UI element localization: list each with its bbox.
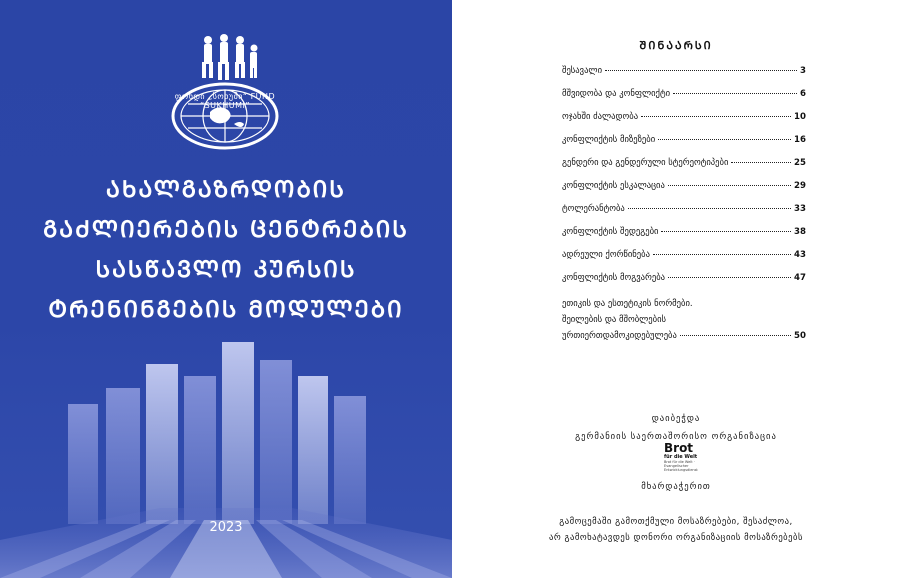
cover-title-line-3: ᲡᲐᲡᲬᲐᲕᲚᲝ ᲙᲣᲠᲡᲘᲡ [95, 257, 357, 283]
supporter-label: მხარდაჭერით [641, 482, 711, 492]
toc-leader [668, 276, 791, 278]
toc-item-page: 50 [794, 331, 806, 341]
toc-item-page: 16 [794, 135, 806, 145]
toc-leader [661, 230, 791, 232]
toc-item-title: გენდერი და გენდერული სტერეოტიპები [562, 158, 729, 168]
toc-item-page: 47 [794, 273, 806, 283]
toc-item-page: 33 [794, 204, 806, 214]
toc-item[interactable] [562, 204, 806, 227]
brot-logo-main: Brot [664, 441, 694, 455]
toc-item-title: ტოლერანტობა [562, 204, 625, 214]
toc-item[interactable] [562, 227, 806, 250]
toc-item[interactable] [562, 112, 806, 135]
toc-item-page: 38 [794, 227, 806, 237]
disclaimer [452, 514, 900, 546]
toc-item[interactable] [562, 181, 806, 204]
cover-bars-graphic [0, 330, 452, 578]
disclaimer-line-2: არ გამოხატავდეს დონორი ორგანიზაციის მოსაზრებებს [549, 533, 803, 543]
toc-item-title: ურთიერთდამოკიდებულება [562, 331, 677, 341]
toc-leader [658, 138, 791, 140]
toc-item[interactable] [562, 135, 806, 158]
toc-item[interactable] [562, 89, 806, 112]
toc-leader [680, 334, 791, 336]
toc-item-line: ეთიკის და ესთეტიკის ნორმები. [562, 299, 693, 309]
toc-item[interactable] [562, 158, 806, 181]
toc-item-title: კონფლიქტის მოგვარება [562, 273, 666, 283]
toc-leader [653, 253, 791, 255]
toc-item-line: შეილების და მშობლების [562, 315, 667, 325]
toc-leader [641, 115, 791, 117]
toc-leader [731, 161, 791, 163]
toc-item-page: 29 [794, 181, 806, 191]
toc-item[interactable] [562, 250, 806, 273]
toc-leader [668, 184, 791, 186]
toc-item-title: კონფლიქტის მიზეზები [562, 135, 656, 145]
brot-logo-fine: Brot für die Welt · Evangelischer Entwicklungsdienst [664, 460, 698, 472]
toc-item-page: 10 [794, 112, 806, 122]
toc-item-title: ოჯახში ძალადობა [562, 112, 639, 122]
toc-item-title: კონფლიქტის შედეგები [562, 227, 659, 237]
toc-item-title: კონფლიქტის ესკალაცია [562, 181, 665, 191]
toc-item-title: ადრეული ქორწინება [562, 250, 650, 260]
brot-logo-sub: für die Welt [664, 454, 698, 460]
toc-item-title: შესავალი [562, 66, 603, 76]
cover-year: 2023 [209, 520, 243, 535]
toc-item[interactable] [562, 66, 806, 89]
toc-item-last-line [562, 328, 806, 344]
logo-caption: ფონდი „სოხუმი“ FUND “SUKHUMI” [174, 92, 276, 110]
toc-item-multiline[interactable] [562, 296, 806, 344]
toc-item-page: 25 [794, 158, 806, 168]
organization-label: გერმანიის საერთაშორისო ორგანიზაცია [575, 432, 777, 442]
brot-fur-die-welt-logo [664, 442, 704, 476]
toc-heading: ᲨᲘᲜᲐᲐᲠᲡᲘ [639, 39, 713, 52]
toc-leader [628, 207, 791, 209]
disclaimer-line-1: გამოცემაში გამოთქმული მოსაზრებები, შესაძლოა, [559, 517, 793, 527]
cover-title [0, 170, 452, 330]
toc-item-title: მშვიდობა და კონფლიქტი [562, 89, 671, 99]
toc-item-page: 6 [800, 89, 806, 99]
cover-title-line-1: ᲐᲮᲐᲚᲒᲐᲖᲠᲓᲝᲑᲘᲡ [106, 177, 346, 203]
toc-item[interactable] [562, 273, 806, 296]
table-of-contents [562, 66, 806, 344]
toc-item-page: 3 [800, 66, 806, 76]
cover-title-line-4: ᲢᲠᲔᲜᲘᲜᲒᲔᲑᲘᲡ ᲛᲝᲓᲣᲚᲔᲑᲘ [48, 297, 404, 323]
contents-page [452, 0, 900, 578]
toc-leader [605, 69, 797, 71]
toc-item-page: 43 [794, 250, 806, 260]
printed-label: დაიბეჭდა [651, 414, 701, 424]
cover-title-line-2: ᲒᲐᲫᲚᲘᲔᲠᲔᲑᲘᲡ ᲪᲔᲜᲢᲠᲔᲑᲘᲡ [43, 217, 409, 243]
toc-leader [673, 92, 797, 94]
